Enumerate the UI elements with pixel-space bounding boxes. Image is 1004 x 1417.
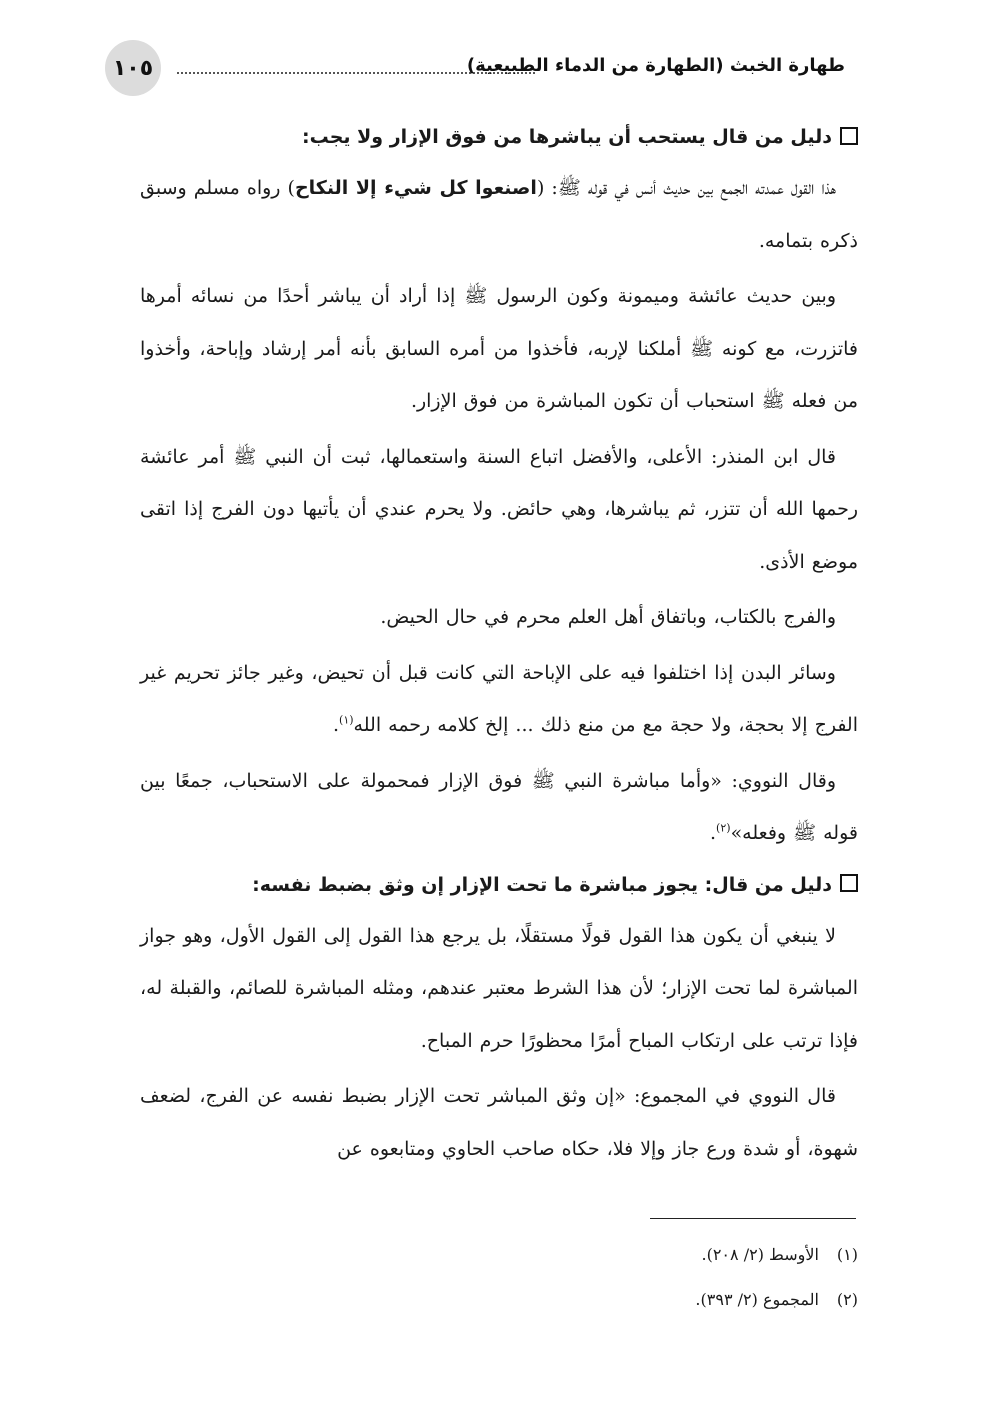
paragraph xyxy=(140,647,858,752)
footnote-text: الأوسط (٢/ ٢٠٨). xyxy=(701,1245,819,1264)
main-text xyxy=(140,112,858,1175)
section-heading-2 xyxy=(140,860,858,910)
footnote-separator xyxy=(650,1218,856,1219)
footnote-text: المجموع (٢/ ٣٩٣). xyxy=(695,1290,819,1309)
paragraph: والفرج بالكتاب، وباتفاق أهل العلم محرم في حال الحيض. xyxy=(380,606,836,628)
section-heading-2-text: دليل من قال: يجوز مباشرة ما تحت الإزار إن وثق بضبط نفسه: xyxy=(252,873,832,896)
paragraph: قال النووي في المجموع: «إن وثق المباشر تحت الإزار بضبط نفسه عن الفرج، لضعف شهوة، أو شدة ورع جاز وإلا فلا، حكاه صاحب الحاوي ومتابعوه عن xyxy=(140,1085,858,1160)
hadith-quote: اصنعوا كل شيء إلا النكاح xyxy=(294,177,537,199)
paragraph-text: . xyxy=(332,714,340,736)
footnotes xyxy=(458,1232,858,1322)
section-heading-1-text: دليل من قال يستحب أن يباشرها من فوق الإزار ولا يجب: xyxy=(301,126,832,148)
paragraph: قال ابن المنذر: الأعلى، والأفضل اتباع السنة واستعمالها، ثبت أن النبي ﷺ أمر عائشة رحمها الله أن تتزر، ثم يباشرها، وهي حائض. ولا يحرم عندي أن يأتيها دون الفرج إذا اتقى موضع الأذى. xyxy=(140,445,858,573)
footnote-reference[interactable]: (١) xyxy=(339,713,354,727)
footnote-number: (١) xyxy=(836,1245,858,1264)
paragraph-text: وقال النووي: «وأما مباشرة النبي ﷺ فوق الإزار فمحمولة على الاستحباب، جمعًا بين قوله ﷺ وفعله» xyxy=(140,769,858,844)
paragraph-text: وسائر البدن إذا اختلفوا فيه على الإباحة التي كانت قبل أن تحيض، وغير جائز تحريم غير الفرج إلا بحجة، ولا حجة مع من منع ذلك ... إلخ كلامه رحمه الله xyxy=(140,661,858,736)
footnote-number: (٢) xyxy=(836,1290,858,1309)
section-heading-1 xyxy=(140,112,858,162)
page-header xyxy=(105,40,845,96)
paragraph-text: هذا القول عمدته الجمع بين حديث أنس في قوله ﷺ: ( xyxy=(536,177,836,199)
paragraph-text: . xyxy=(710,822,717,844)
paragraph xyxy=(140,755,858,860)
footnote xyxy=(458,1232,858,1277)
checkbox-square-icon xyxy=(840,127,858,145)
footnote-reference[interactable]: (٢) xyxy=(716,821,731,835)
paragraph: لا ينبغي أن يكون هذا القول قولًا مستقلًا، بل يرجع هذا القول إلى القول الأول، وهو جواز المباشرة لما تحت الإزار؛ لأن هذا الشرط معتبر عندهم، ومثله المباشرة للصائم، والقبلة له، فإذا ترتب على ارتكاب المباح أمرًا محظورًا حرم المباح. xyxy=(140,924,858,1052)
paragraph xyxy=(140,162,858,267)
page-number: ١٠٥ xyxy=(105,40,161,96)
running-title: طهارة الخبث (الطهارة من الدماء الطبيعية) xyxy=(466,55,845,76)
paragraph: وبين حديث عائشة وميمونة وكون الرسول ﷺ إذا أراد أن يباشر أحدًا من نسائه أمرها فاتزرت، مع كونه ﷺ أملكنا لإربه، فأخذوا من أمره السابق بأنه أمر إرشاد وإباحة، وأخذوا من فعله ﷺ استحباب أن تكون المباشرة من فوق الإزار. xyxy=(140,285,858,412)
checkbox-square-icon xyxy=(840,874,858,892)
paragraph-text: ) رواه مسلم وسبق ذكره بتمامه. xyxy=(140,177,858,252)
footnote xyxy=(458,1277,858,1322)
